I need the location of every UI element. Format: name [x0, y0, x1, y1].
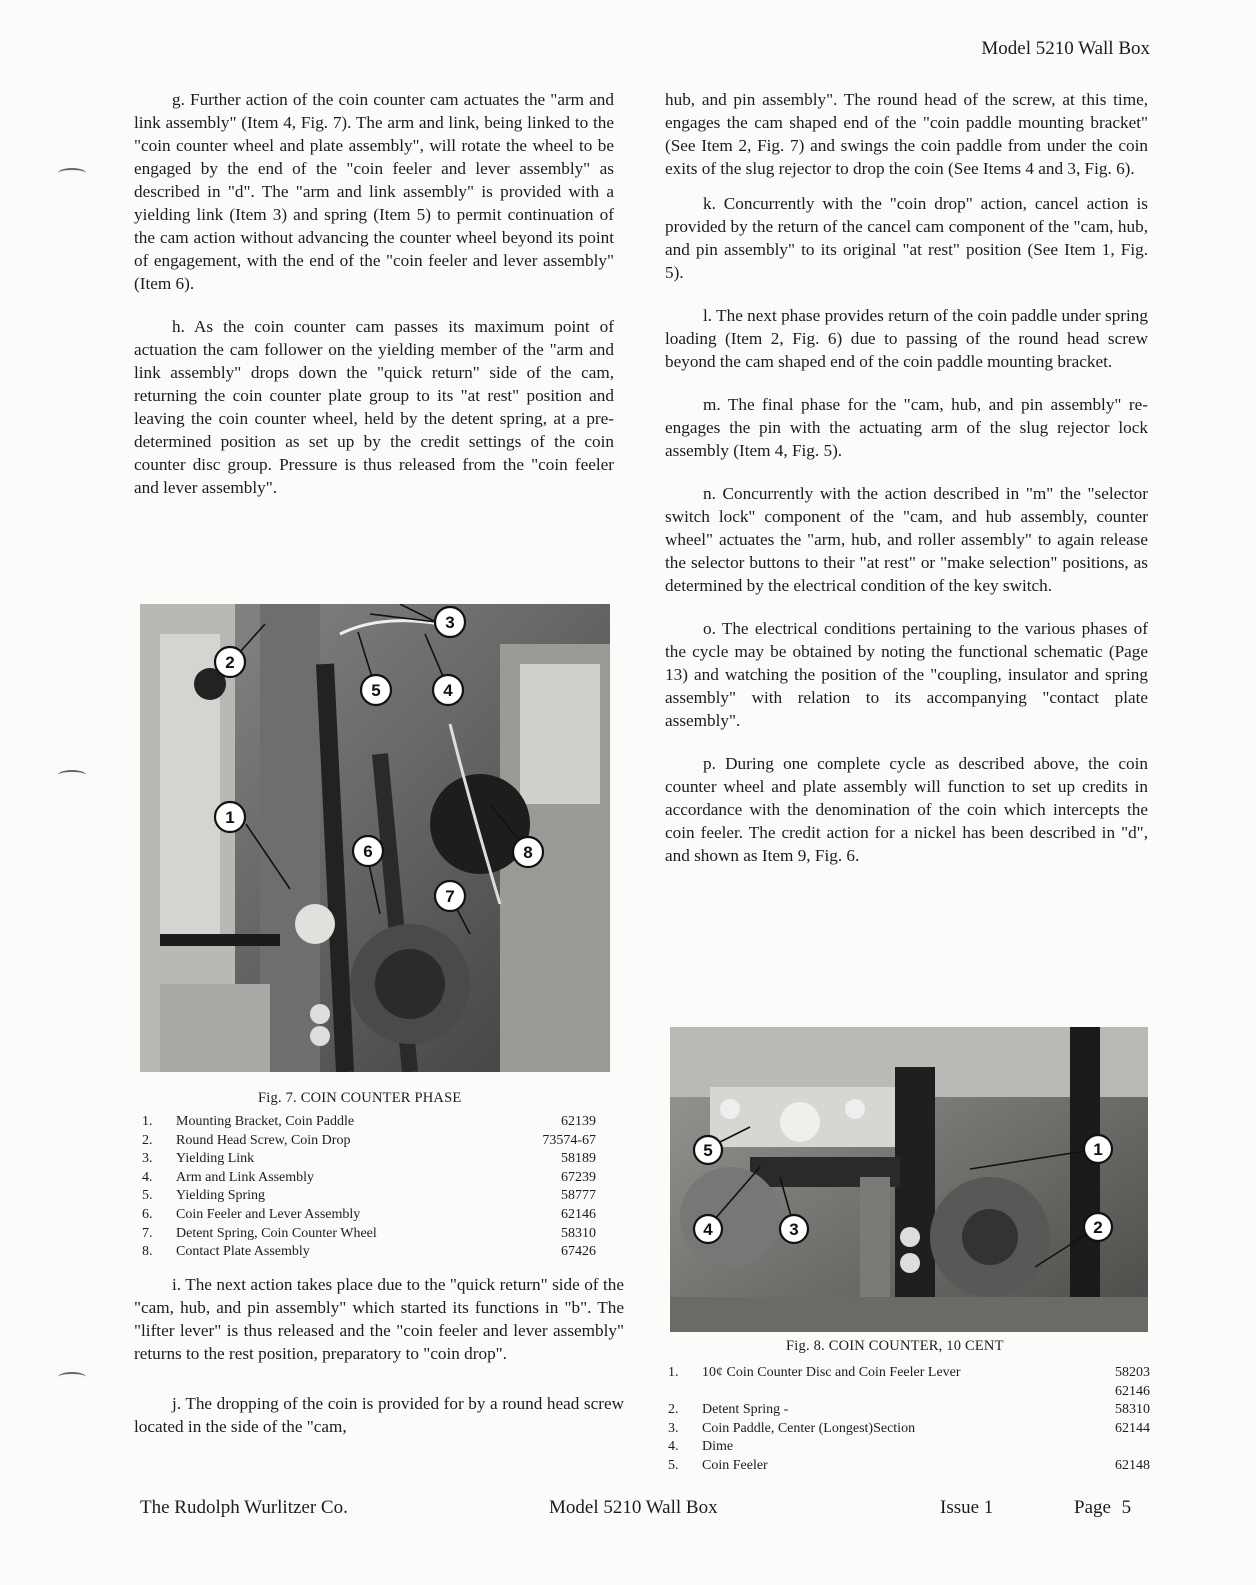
fig8-parts-description: [702, 1383, 1097, 1402]
fig8-parts-part-code: 62144: [1115, 1420, 1150, 1436]
fig8-parts-row: [668, 1420, 1150, 1439]
fig7-parts-row: [142, 1187, 596, 1206]
fig8-parts-description: Coin Paddle, Center (Longest)Section: [702, 1420, 916, 1436]
svg-text:6: 6: [363, 842, 373, 861]
fig7-parts-description: Yielding Spring: [176, 1188, 266, 1204]
fig7-parts-part-code: 67426: [561, 1244, 596, 1260]
svg-text:4: 4: [703, 1220, 713, 1239]
fig7-parts-row: [142, 1206, 596, 1225]
fig8-caption: Fig. 8. COIN COUNTER, 10 CENT: [786, 1338, 1004, 1354]
fig7-parts-number: 7.: [142, 1225, 153, 1241]
fig8-parts-row: [668, 1401, 1150, 1420]
fig8-parts-number: 1.: [668, 1365, 679, 1380]
fig8-parts-number: [668, 1383, 702, 1402]
fig8-parts-number: 5.: [668, 1457, 679, 1473]
fig7-callout-3: [435, 607, 465, 637]
svg-text:5: 5: [371, 681, 381, 700]
svg-text:1: 1: [1093, 1140, 1103, 1159]
fig7-parts-description: Mounting Bracket, Coin Paddle: [176, 1114, 355, 1129]
paragraph-i: i. The next action takes place due to the "quick return" side of the "cam, hub, and pin assembly" which started its functions in "b". The "lifter lever" is thus released and the "coin feeler and lever assembly" returns to the rest position, preparatory to "coin drop".: [134, 1275, 624, 1363]
fig7-parts-row: [142, 1169, 596, 1188]
svg-text:2: 2: [1093, 1218, 1103, 1237]
fig7-callout-6: [353, 836, 383, 866]
fig8-parts-number: 4.: [668, 1439, 679, 1455]
fig7-callout-7: [435, 881, 465, 911]
paragraph-o: o. The electrical conditions pertaining to the various phases of the cycle may be obtained by noting the functional schematic (Page 13) and watching the position of the "coupling, insulator and spring assembly" with relation to its accompanying "contact plate assembly".: [665, 619, 1148, 730]
paragraph-p: p. During one complete cycle as described above, the coin counter wheel and plate assembly will function to set up credits in accordance with the denomination of the coin which intercepts the coin feeler. The credit action for a nickel has been described in "d", and shown as Item 9, Fig. 6.: [665, 754, 1148, 865]
fig7-parts-description: Detent Spring, Coin Counter Wheel: [176, 1225, 377, 1241]
fig8-parts-part-code: 62148: [1115, 1457, 1150, 1473]
svg-text:1: 1: [225, 808, 235, 827]
fig7-parts-number: 8.: [142, 1244, 153, 1260]
left-column-top: [134, 88, 614, 499]
svg-text:2: 2: [225, 653, 235, 672]
fig7-parts-number: 4.: [142, 1169, 153, 1185]
fig8-parts-description: 10¢ Coin Counter Disc and Coin Feeler Lever: [702, 1365, 961, 1380]
fig8-parts-part-code: 58203: [1115, 1365, 1150, 1380]
svg-text:8: 8: [523, 843, 533, 862]
fig8-parts-row: [668, 1364, 1150, 1383]
fig8-callout-4: [694, 1215, 722, 1243]
fig7-parts-description: Contact Plate Assembly: [176, 1244, 310, 1260]
fig7-parts-part-code: 62146: [561, 1206, 596, 1222]
fig7-photo: [140, 604, 610, 1072]
fig8-parts-part-code: 62146: [1115, 1383, 1150, 1399]
fig7-callout-5: [361, 675, 391, 705]
fig7-parts-part-code: 73574-67: [542, 1132, 596, 1148]
fig7-parts-row: [142, 1150, 596, 1169]
fig8-callout-1: [1084, 1135, 1112, 1163]
fig8-callout-5: [694, 1136, 722, 1164]
fig7-parts-part-code: 58777: [561, 1188, 596, 1204]
fig7-parts-part-code: 58189: [561, 1151, 596, 1167]
footer-page: Page 5: [1074, 1497, 1132, 1518]
fig7-parts-row: [142, 1113, 596, 1132]
fig7-parts-description: Yielding Link: [176, 1151, 255, 1167]
fig8-parts-row: [668, 1438, 1150, 1457]
fig7-callout-1: [215, 802, 245, 832]
fig7-parts-description: Coin Feeler and Lever Assembly: [176, 1206, 361, 1222]
svg-text:4: 4: [443, 681, 453, 700]
fig7-parts-number: 1.: [142, 1114, 153, 1129]
footer-company: The Rudolph Wurlitzer Co.: [140, 1497, 348, 1518]
fig8-parts-number: 2.: [668, 1402, 679, 1418]
svg-text:3: 3: [789, 1220, 799, 1239]
fig8-callout-3: [780, 1215, 808, 1243]
fig8-parts-description: Coin Feeler: [702, 1457, 768, 1473]
fig7-parts-description: Round Head Screw, Coin Drop: [176, 1132, 351, 1148]
paragraph-k: k. Concurrently with the "coin drop" action, cancel action is provided by the return of the cancel cam component of the "cam, hub, and pin assembly" to its original "at rest" position (See Item 1, Fig. 5).: [665, 194, 1148, 282]
svg-text:5: 5: [703, 1141, 713, 1160]
fig7-parts-part-code: 58310: [561, 1225, 596, 1241]
fig7-parts-number: 5.: [142, 1188, 153, 1204]
paragraph-j: j. The dropping of the coin is provided for by a round head screw located in the side of the "cam,: [134, 1394, 624, 1436]
paragraph-h: h. As the coin counter cam passes its maximum point of actuation the cam follower on the yielding member of the "arm and link assembly" drops down the "quick return" side of the cam, returning the coin counter plate group to its "at rest" position and leaving the coin counter wheel, held by the detent spring, at a pre-determined position as set up by the credit settings of the coin counter disc group. Pressure is thus released from the "coin feeler and lever assembly".: [134, 317, 614, 497]
footer-model: Model 5210 Wall Box: [549, 1497, 718, 1518]
paragraph-l: l. The next phase provides return of the coin paddle under spring loading (Item 2, Fig. 6) due to passing of the round head screw beyond the cam shaped end of the coin paddle mounting bracket.: [665, 306, 1148, 371]
fig8-parts-list: [668, 1364, 1150, 1476]
fig7-parts-number: 6.: [142, 1206, 153, 1222]
fig8-parts-number: 3.: [668, 1420, 679, 1436]
fig8-parts-row: [668, 1457, 1150, 1476]
fig7-parts-number: 3.: [142, 1151, 153, 1167]
binder-mark-middle: [58, 770, 86, 780]
paragraph-m: m. The final phase for the "cam, hub, and pin assembly" re-engages the pin with the actuating arm of the slug rejector lock assembly (Item 4, Fig. 5).: [665, 395, 1148, 460]
fig7-parts-list: [142, 1113, 596, 1262]
fig8-photo: [670, 1027, 1148, 1332]
fig8-parts-description: Detent Spring -: [702, 1402, 789, 1418]
right-column: [665, 88, 1148, 867]
fig8-parts-part-code: 58310: [1115, 1402, 1150, 1418]
fig7-callout-2: [215, 647, 245, 677]
binder-mark-top: [58, 168, 86, 178]
svg-text:7: 7: [445, 887, 455, 906]
left-column-bottom: [134, 1273, 624, 1438]
svg-text:3: 3: [445, 613, 455, 632]
fig7-parts-part-code: 62139: [561, 1114, 596, 1129]
fig7-parts-row: [142, 1225, 596, 1244]
paragraph-j-continued: hub, and pin assembly". The round head of the screw, at this time, engages the cam shaped end of the "coin paddle mounting bracket" (See Item 2, Fig. 7) and swings the coin paddle from under the coin exits of the slug rejector to drop the coin (See Items 4 and 3, Fig. 6).: [665, 90, 1148, 178]
binder-mark-bottom: [58, 1372, 86, 1382]
page-header: Model 5210 Wall Box: [981, 38, 1150, 59]
fig7-callout-4: [433, 675, 463, 705]
fig7-parts-row: [142, 1132, 596, 1151]
fig7-parts-number: 2.: [142, 1132, 153, 1148]
footer-issue: Issue 1: [940, 1497, 994, 1518]
fig7-callout-8: [513, 837, 543, 867]
paragraph-n: n. Concurrently with the action described in "m" the "selector switch lock" component of the "cam, and hub assembly, counter wheel" actuates the "arm, hub, and roller assembly" to again release the selector buttons to their "at rest" or "make selection" positions, as determined by the electrical condition of the key switch.: [665, 484, 1148, 595]
fig8-parts-part-code: [1097, 1438, 1150, 1457]
paragraph-g: g. Further action of the coin counter cam actuates the "arm and link assembly" (Item 4, Fig. 7). The arm and link, being linked to the "coin counter wheel and plate assembly", will rotate the wheel to be engaged by the end of the "coin feeler and lever assembly" as described in "d". The "arm and link assembly" is provided with a yielding link (Item 3) and spring (Item 5) to permit continuation of the cam action without advancing the counter wheel beyond its point of engagement, with the end of the "coin feeler and lever assembly" (Item 6).: [134, 90, 614, 293]
fig8-parts-description: Dime: [702, 1439, 734, 1455]
fig7-parts-description: Arm and Link Assembly: [176, 1169, 315, 1185]
fig7-parts-row: [142, 1243, 596, 1262]
fig8-parts-row: [668, 1383, 1150, 1402]
fig7-caption: Fig. 7. COIN COUNTER PHASE: [258, 1090, 462, 1106]
fig7-parts-part-code: 67239: [561, 1169, 596, 1185]
fig8-callout-2: [1084, 1213, 1112, 1241]
